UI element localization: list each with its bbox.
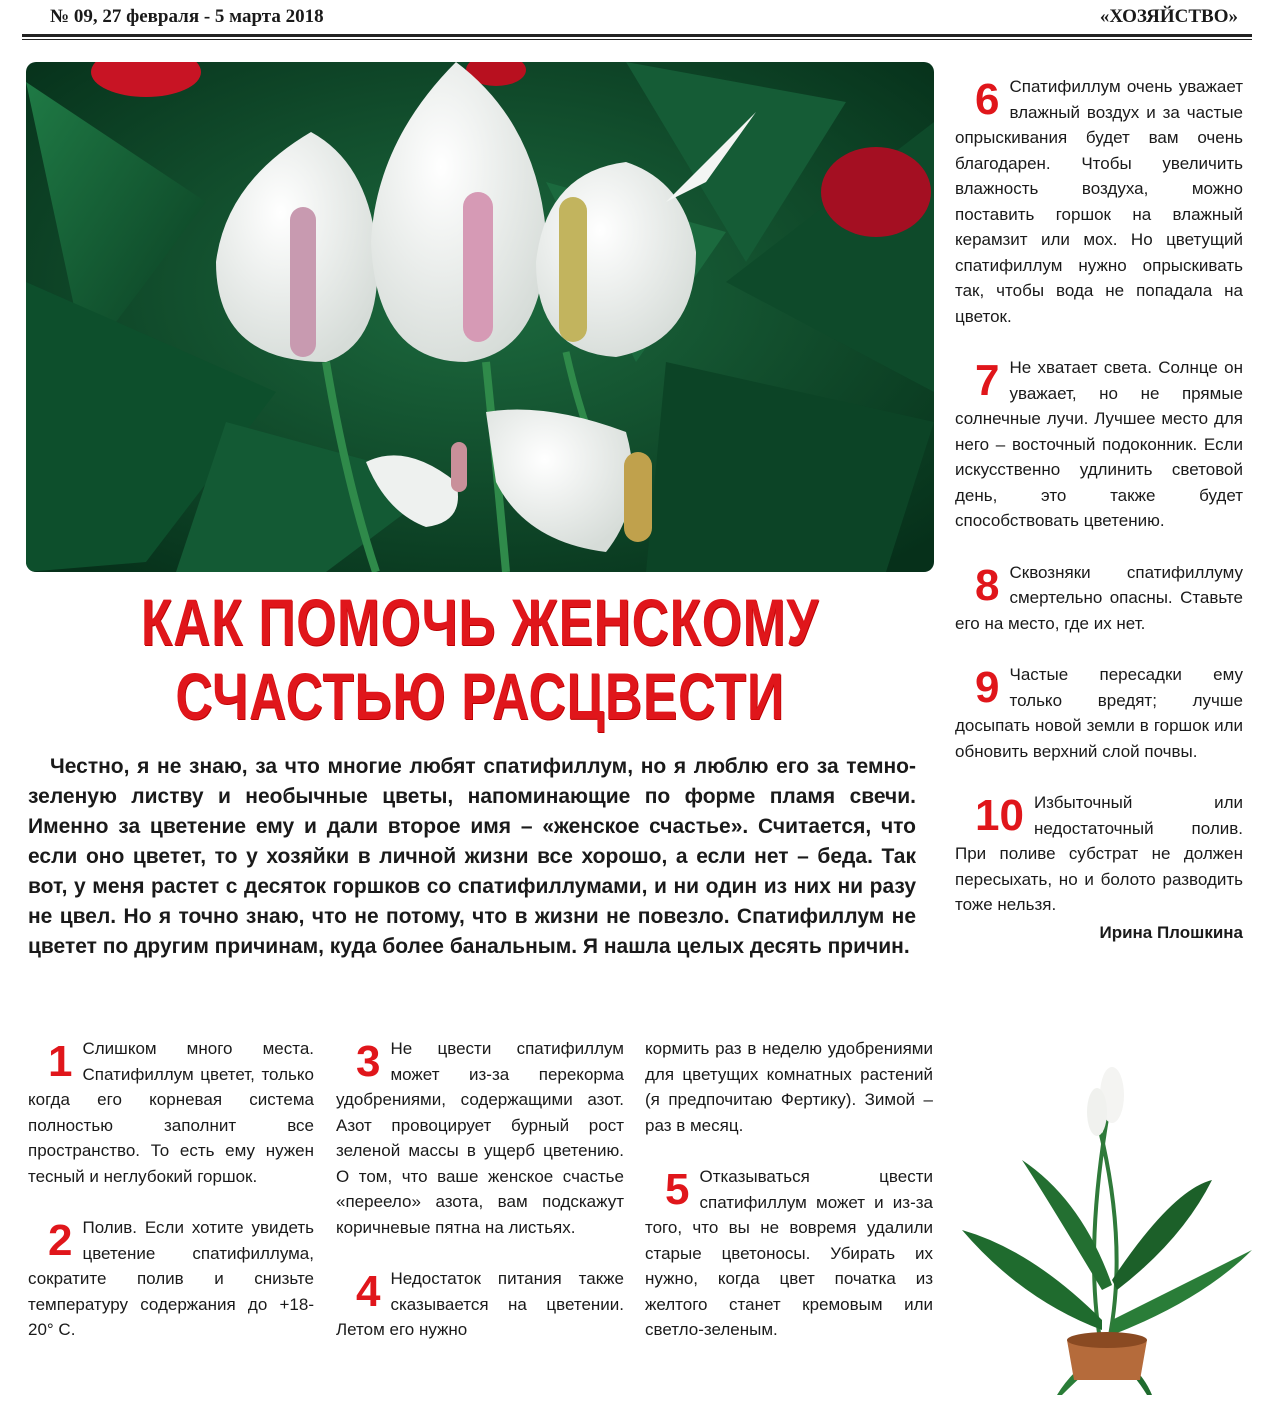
tip-number: 2 (48, 1216, 73, 1265)
tip-5 (645, 1164, 933, 1343)
header-rule-thin (22, 39, 1252, 40)
tip-number: 3 (356, 1037, 381, 1086)
tip-text: Избыточный или недостаточный полив. При поливе субстрат не должен пересыхать, но и болото разводить тоже нельзя. (955, 793, 1243, 914)
tip-6 (955, 74, 1243, 329)
tip-number: 7 (975, 356, 1000, 405)
tip-text: Частые пересадки ему только вредят; лучше досыпать новой земли в горшок или обновить верхний слой почвы. (955, 665, 1243, 761)
author-name: Ирина Плошкина (1099, 922, 1243, 942)
tip-number: 8 (975, 560, 1000, 610)
tip-text: Не хватает света. Солнце он уважает, но не прямые солнечные лучи. Лучшее место для него – восточный подоконник. Если искусственно удлинить световой день, это также будет способствовать цветению. (955, 358, 1243, 530)
tip-3 (336, 1036, 624, 1240)
title-line-2: СЧАСТЬЮ РАСЦВЕСТИ (175, 659, 785, 733)
tip-4 (336, 1266, 624, 1343)
tip-text: Не цвести спатифиллум может из-за перекорма удобрениями, содержащими азот. Азот провоцирует бурный рост зеленой массы в ущерб цветению. О том, что ваше женское счастье «переело» азота, вам подскажут коричневые пятна на листьях. (336, 1039, 624, 1237)
tip-9 (955, 662, 1243, 764)
tip-number: 6 (975, 75, 1000, 124)
column-2 (336, 1036, 624, 1343)
tip-number: 4 (356, 1267, 381, 1316)
column-1 (28, 1036, 314, 1343)
issue-date: № 09, 27 февраля - 5 марта 2018 (50, 6, 324, 27)
tip-10 (955, 790, 1243, 918)
tip-7 (955, 355, 1243, 534)
tip-number: 9 (975, 663, 1000, 712)
tip-text: Отказываться цвести спатифиллум может и из-за того, что вы не вовремя удалили старые цветоносы. Убирать их нужно, когда цвет початка из желтого станет кремовым или светло-зеленым. (645, 1167, 933, 1339)
article-title (26, 585, 934, 733)
column-3 (645, 1036, 933, 1343)
header-rule (22, 34, 1252, 37)
tip-8 (955, 560, 1243, 637)
right-column (955, 74, 1243, 945)
page-header (22, 0, 1252, 40)
section-name: «ХОЗЯЙСТВО» (1099, 6, 1238, 27)
tip-text: Сквозняки спатифиллуму смертельно опасны. Ставьте его на место, где их нет. (955, 562, 1243, 633)
tip-2 (28, 1215, 314, 1343)
tip-text: Недостаток питания также сказывается на цветении. Летом его нужно (336, 1269, 624, 1339)
tip-text: Спатифиллум очень уважает влажный воздух и за частые опрыскивания будет вам очень благодарен. Чтобы увеличить влажность воздуха, можно поставить горшок на влажный керамзит или мох. Но цветущий спатифиллум нужно опрыскивать так, чтобы вода не попадала на цветок. (955, 77, 1243, 326)
tip-4-continued: кормить раз в неделю удобрениями для цветущих комнатных растений (я предпочитаю Фертику). Зимой – раз в месяц. (645, 1039, 933, 1135)
title-line-1: КАК ПОМОЧЬ ЖЕНСКОМУ (140, 585, 820, 659)
tip-number: 1 (48, 1037, 73, 1086)
tip-text: Слишком много места. Спатифиллум цветет, только когда его корневая система полностью заполнит все пространство. То есть ему нужен тесный и неглубокий горшок. (28, 1039, 314, 1186)
tip-1 (28, 1036, 314, 1189)
spathiphyllum-photo (26, 62, 934, 572)
tip-number: 5 (665, 1165, 690, 1214)
tip-number: 10 (975, 791, 1024, 840)
potted-plant-image (962, 1050, 1252, 1395)
article-intro: Честно, я не знаю, за что многие любят спатифиллум, но я люблю его за темно-зеленую листву и необычные цветы, напоминающие по форме пламя свечи. Именно за цветение ему и дали второе имя – «женское счастье». Считается, что если оно цветет, то у хозяйки в личной жизни все хорошо, а если нет – беда. Так вот, у меня растет с десяток горшков со спатифиллумами, и ни один из них ни разу не цвел. Но я точно знаю, что не потому, что в жизни не повезло. Спатифиллум не цветет по другим причинам, куда более банальным. Я нашла целых десять причин. (28, 755, 916, 958)
tip-text: Полив. Если хотите увидеть цветение спатифиллума, сократите полив и снизьте температуру содержания до +18-20° С. (28, 1218, 314, 1339)
